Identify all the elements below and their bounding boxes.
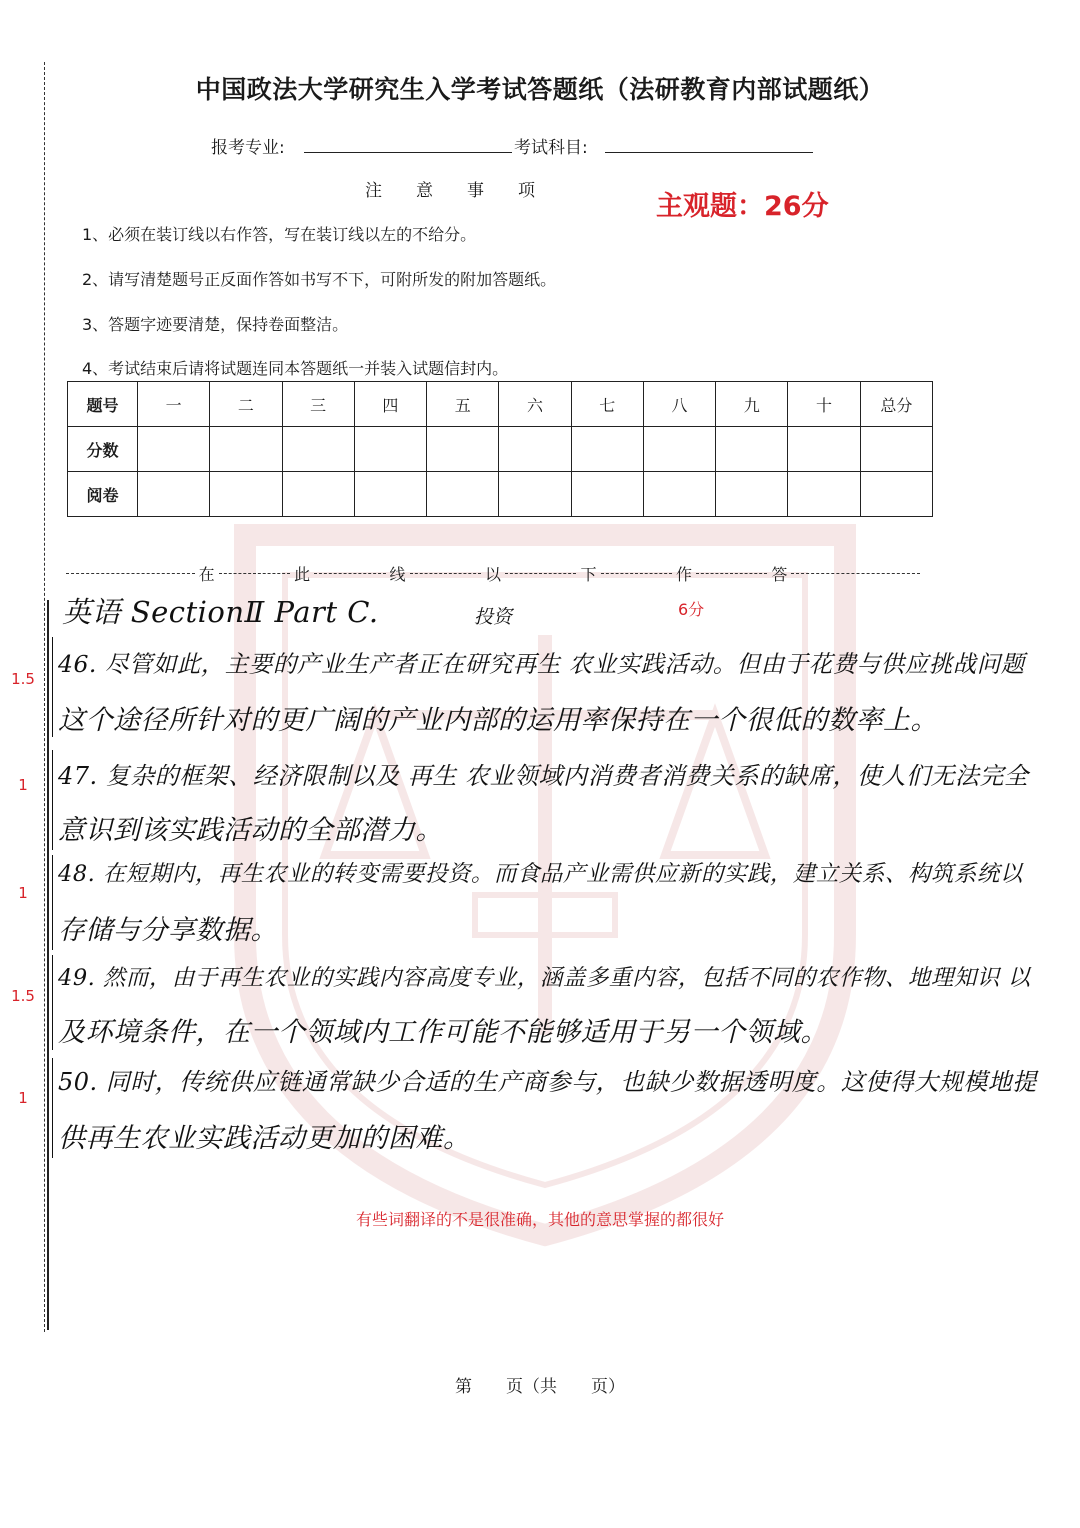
column-header: 八 [643, 382, 715, 427]
divider-char: 答 [771, 565, 788, 584]
subject-label: 考试科目: [514, 138, 588, 158]
divider-dash [696, 573, 767, 574]
answer-line: 50. 同时，传统供应链通常缺少合适的生产商参与，也缺少数据透明度。这使得大规模地提 [58, 1068, 1037, 1096]
answer-bracket [52, 1058, 53, 1158]
score-cell [571, 427, 643, 472]
divider-dash [314, 573, 385, 574]
score-cell [716, 427, 788, 472]
divider-char: 以 [485, 565, 502, 584]
score-cell [643, 427, 715, 472]
answer-line: 供再生农业实践活动更加的困难。 [58, 1123, 471, 1154]
score-cell [499, 427, 571, 472]
answer-line: 及环境条件，在一个领域内工作可能不能够适用于另一个领域。 [58, 1017, 828, 1048]
answer-line: 意识到该实践活动的全部潜力。 [58, 815, 443, 846]
answer-bracket [52, 955, 53, 1050]
divider-char: 线 [389, 565, 406, 584]
notice-heading: 注意事项 [365, 181, 569, 201]
margin-score: 1 [18, 1089, 28, 1107]
major-label: 报考专业: [211, 138, 285, 158]
grader-cell [716, 472, 788, 517]
grader-cell [354, 472, 426, 517]
column-header: 十 [788, 382, 860, 427]
answer-line: 48. 在短期内，再生农业的转变需要投资。而食品产业需供应新的实践，建立关系、构筑系统以 [58, 861, 1023, 887]
table-row [68, 472, 933, 517]
divider-char: 此 [294, 565, 311, 584]
row-header-score: 分数 [68, 427, 138, 472]
rule-1: 1、必须在装订线以右作答，写在装订线以左的不给分。 [82, 225, 477, 244]
divider-char: 在 [198, 565, 215, 584]
grader-cell [499, 472, 571, 517]
binding-line [44, 62, 45, 1332]
answer-line: 这个途径所针对的更广阔的产业内部的运用率保持在一个很低的数率上。 [58, 705, 938, 736]
divider-dash [791, 573, 920, 574]
score-cell [860, 427, 932, 472]
rule-2: 2、请写清楚题号正反面作答如书写不下，可附所发的附加答题纸。 [82, 270, 557, 289]
column-header: 三 [282, 382, 354, 427]
section-score: 6分 [678, 600, 705, 619]
score-cell [354, 427, 426, 472]
divider-dash [410, 573, 481, 574]
subject-field-line [605, 152, 813, 153]
column-header: 四 [354, 382, 426, 427]
grader-cell [282, 472, 354, 517]
row-header-grader: 阅卷 [68, 472, 138, 517]
inserted-word: 投资 [474, 606, 513, 628]
divider-dash [66, 573, 195, 574]
answer-line: 47. 复杂的框架、经济限制以及 再生 农业领域内消费者消费关系的缺席，使人们无法完全 [58, 762, 1029, 790]
subjective-score-stamp: 主观题：26分 [656, 191, 829, 222]
column-header: 九 [716, 382, 788, 427]
answer-heading: 英语 SectionⅡ Part C. [62, 595, 379, 629]
margin-score: 1 [18, 884, 28, 902]
table-row [68, 427, 933, 472]
margin-score: 1.5 [11, 987, 35, 1005]
grader-cell [860, 472, 932, 517]
answer-divider [62, 562, 924, 585]
answer-line: 存储与分享数据。 [58, 915, 278, 946]
column-header: 二 [210, 382, 282, 427]
page-title: 中国政法大学研究生入学考试答题纸（法研教育内部试题纸） [195, 75, 885, 104]
column-header: 六 [499, 382, 571, 427]
column-header: 一 [138, 382, 210, 427]
column-header: 七 [571, 382, 643, 427]
divider-dash [219, 573, 290, 574]
grader-cell [427, 472, 499, 517]
table-row [68, 382, 933, 427]
divider-dash [601, 573, 672, 574]
row-header-question-no: 题号 [68, 382, 138, 427]
score-cell [138, 427, 210, 472]
margin-score: 1.5 [11, 670, 35, 688]
grader-cell [788, 472, 860, 517]
page-footer: 第 页（共 页） [455, 1377, 625, 1397]
score-cell [210, 427, 282, 472]
grader-cell [571, 472, 643, 517]
divider-char: 作 [675, 565, 692, 584]
divider-char: 下 [580, 565, 597, 584]
answer-bracket [52, 750, 53, 850]
grader-cell [138, 472, 210, 517]
score-table [67, 381, 933, 517]
teacher-comment: 有些词翻译的不是很准确，其他的意思掌握的都很好 [355, 1210, 724, 1229]
grader-cell [643, 472, 715, 517]
rule-3: 3、答题字迹要清楚，保持卷面整洁。 [82, 315, 349, 334]
answer-bracket [52, 855, 53, 950]
answer-line: 49. 然而，由于再生农业的实践内容高度专业，涵盖多重内容，包括不同的农作物、地理知识 以 [58, 965, 1031, 991]
column-header: 五 [427, 382, 499, 427]
margin-score: 1 [18, 776, 28, 794]
answer-bracket [52, 637, 53, 737]
grader-cell [210, 472, 282, 517]
column-header-total: 总分 [860, 382, 932, 427]
divider-dash [505, 573, 576, 574]
score-cell [427, 427, 499, 472]
score-cell [282, 427, 354, 472]
major-field-line [304, 152, 512, 153]
rule-4: 4、考试结束后请将试题连同本答题纸一并装入试题信封内。 [82, 359, 509, 378]
answer-line: 46. 尽管如此，主要的产业生产者正在研究再生 农业实践活动。但由于花费与供应挑战问题 [58, 650, 1025, 678]
score-cell [788, 427, 860, 472]
